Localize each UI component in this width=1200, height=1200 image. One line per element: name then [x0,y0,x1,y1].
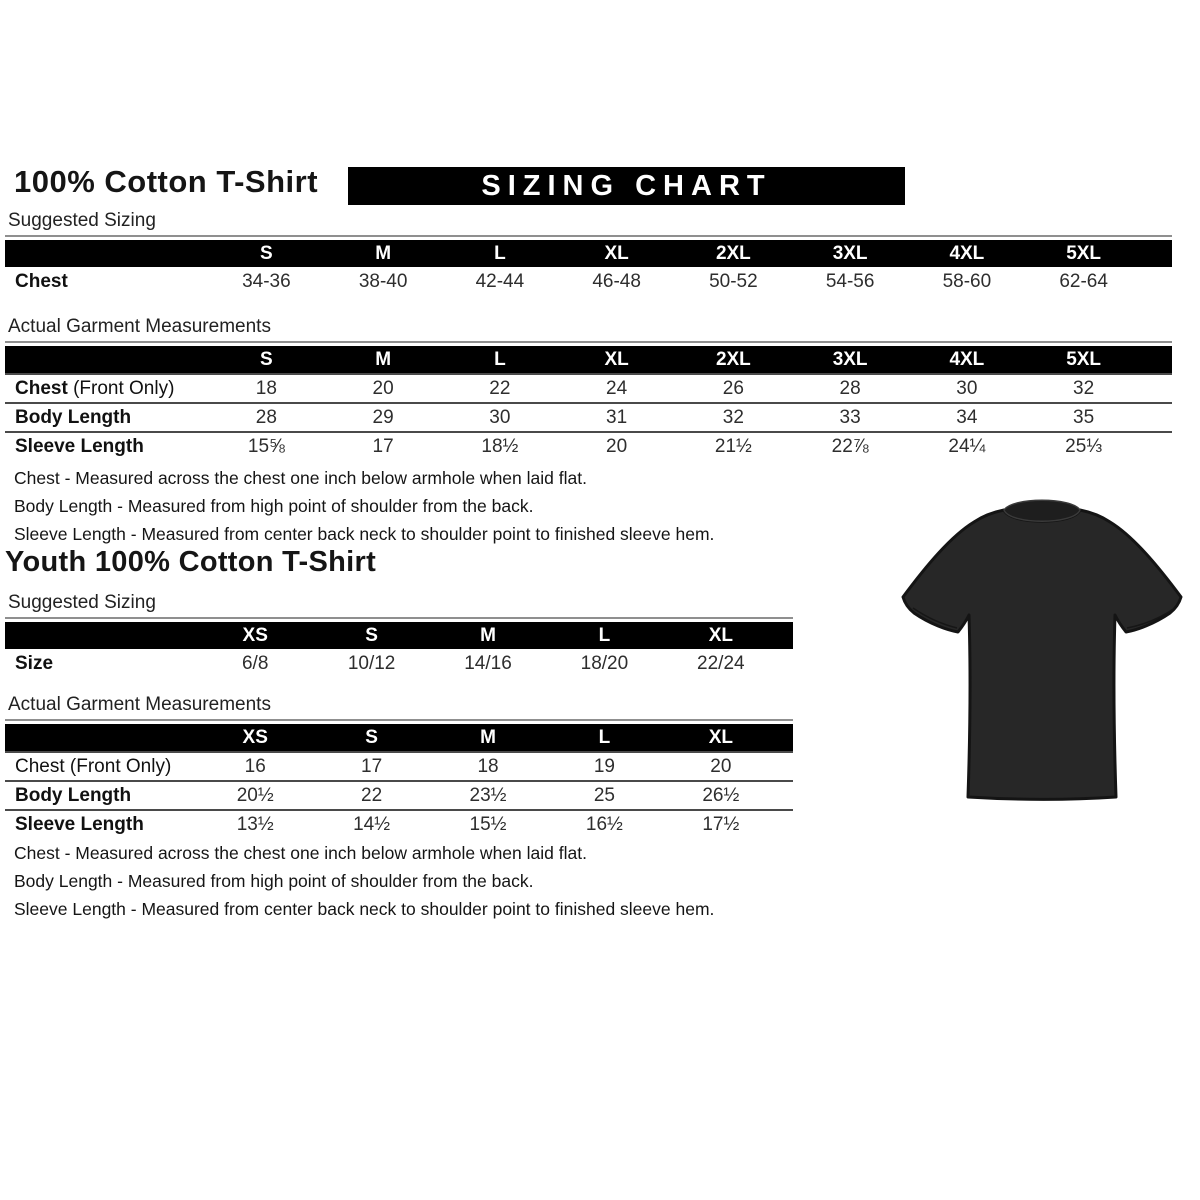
size-column-header: S [260,242,273,264]
size-column-header: L [494,242,506,264]
table-row [5,373,1172,402]
black-tshirt-image [888,478,1200,838]
row-label-text: Chest [15,377,68,399]
size-column-header: L [494,348,506,370]
youth-measurement-notes [14,839,714,923]
measurement-cell: 23½ [469,784,507,806]
size-column-header: XL [708,624,733,646]
size-column-header: S [365,726,378,748]
note-chest: Chest - Measured across the chest one inch below armhole when laid flat. [14,843,587,863]
measurement-cell: 18½ [481,435,519,457]
note-body-length: Body Length - Measured from high point of shoulder from the back. [14,496,534,516]
size-column-header: 3XL [832,348,868,370]
measurement-cell: 28 [255,406,277,428]
size-column-header: S [365,624,378,646]
suggested-sizing-label: Suggested Sizing [5,592,793,619]
measurement-cell: 26 [722,377,744,399]
measurement-cell: 24¼ [948,435,986,457]
row-label [5,271,208,293]
measurement-cell: 14/16 [464,652,512,674]
row-label [5,785,197,807]
note-chest: Chest - Measured across the chest one inch below armhole when laid flat. [14,468,587,488]
youth-suggested-table [5,622,793,678]
size-column-header: XS [242,624,268,646]
row-label [5,407,208,429]
note-sleeve-length: Sleeve Length - Measured from center back neck to shoulder point to finished sleeve hem. [14,524,715,544]
measurement-cell: 20½ [236,784,274,806]
measurement-cell: 25⅓ [1065,435,1103,457]
measurement-cell: 31 [606,406,628,428]
size-column-header: M [480,726,496,748]
row-label [5,436,208,458]
measurement-cell: 46-48 [592,270,641,292]
table-row [5,267,1172,296]
size-column-header: 4XL [949,242,985,264]
table-row [5,649,793,678]
measurement-cell: 30 [489,406,511,428]
size-column-header: 3XL [832,242,868,264]
measurement-cell: 50-52 [709,270,758,292]
row-label-text: Body Length [15,406,132,428]
size-column-header: M [375,348,392,370]
measurement-cell: 32 [722,406,744,428]
size-header-row [5,724,793,751]
row-label-suffix: (Front Only) [64,755,172,777]
row-label [5,814,197,836]
measurement-cell: 15⅝ [247,435,285,457]
row-label-text: Sleeve Length [15,813,144,835]
measurement-cell: 26½ [702,784,740,806]
measurement-cell: 19 [593,755,615,777]
size-column-header: XS [242,726,268,748]
measurement-cell: 62-64 [1059,270,1108,292]
row-label-text: Body Length [15,784,132,806]
size-header-row [5,622,793,649]
tshirt-body-shape [903,510,1181,799]
youth-suggested-section [5,592,793,678]
size-column-header: L [598,624,611,646]
adult-actual-section [5,316,1172,460]
measurement-cell: 17 [372,435,394,457]
size-column-header: XL [604,242,629,264]
adult-measurement-notes [14,464,714,548]
size-column-header: 2XL [715,242,751,264]
measurement-cell: 24 [606,377,628,399]
measurement-cell: 35 [1073,406,1095,428]
measurement-cell: 13½ [236,813,274,835]
measurement-cell: 32 [1073,377,1095,399]
size-header-row [5,240,1172,267]
actual-measurements-label: Actual Garment Measurements [5,694,793,721]
measurement-cell: 42-44 [475,270,525,292]
sizing-chart-banner: SIZING CHART [348,167,905,205]
measurement-cell: 6/8 [241,652,269,674]
measurement-cell: 16 [244,755,266,777]
tshirt-collar-shape [1004,500,1080,521]
size-column-header: 5XL [1066,242,1102,264]
youth-page-title: Youth 100% Cotton T-Shirt [5,546,377,578]
note-body-length: Body Length - Measured from high point of shoulder from the back. [14,871,534,891]
measurement-cell: 20 [606,435,628,457]
size-column-header: XL [604,348,629,370]
measurement-cell: 54-56 [825,270,875,292]
size-column-header: XL [708,726,733,748]
size-column-header: 4XL [949,348,985,370]
size-column-header: L [598,726,611,748]
measurement-cell: 28 [839,377,861,399]
measurement-cell: 25 [593,784,615,806]
youth-actual-table [5,724,793,838]
actual-measurements-label: Actual Garment Measurements [5,316,1172,343]
measurement-cell: 29 [372,406,394,428]
measurement-cell: 15½ [469,813,507,835]
size-column-header: M [480,624,496,646]
measurement-cell: 34 [956,406,978,428]
measurement-cell: 20 [710,755,732,777]
measurement-cell: 22 [361,784,383,806]
size-header-row [5,346,1172,373]
measurement-cell: 21½ [714,435,752,457]
measurement-cell: 22 [489,377,511,399]
table-row [5,751,793,780]
row-label-text: Sleeve Length [15,435,144,457]
measurement-cell: 20 [372,377,394,399]
size-column-header: S [260,348,273,370]
size-column-header: 5XL [1066,348,1102,370]
row-label-text: Chest [15,270,68,292]
size-column-header: M [375,242,392,264]
row-label [5,653,197,675]
table-row [5,809,793,838]
measurement-cell: 38-40 [358,270,408,292]
table-row [5,402,1172,431]
row-label-suffix: (Front Only) [67,377,175,399]
row-label [5,378,208,400]
measurement-cell: 17½ [702,813,740,835]
measurement-cell: 58-60 [942,270,992,292]
adult-actual-table [5,346,1172,460]
measurement-cell: 10/12 [347,652,396,674]
suggested-sizing-label: Suggested Sizing [5,210,1172,237]
size-column-header: 2XL [715,348,751,370]
measurement-cell: 33 [839,406,861,428]
measurement-cell: 18 [477,755,499,777]
measurement-cell: 16½ [585,813,623,835]
measurement-cell: 30 [956,377,978,399]
measurement-cell: 18/20 [580,652,629,674]
table-row [5,780,793,809]
youth-actual-section [5,694,793,838]
row-label-text: Size [15,652,54,674]
adult-suggested-section [5,210,1172,296]
measurement-cell: 14½ [353,813,391,835]
adult-suggested-table [5,240,1172,296]
table-row [5,431,1172,460]
measurement-cell: 17 [361,755,383,777]
page-title: 100% Cotton T-Shirt [14,164,319,199]
row-label-text: Chest [15,755,65,777]
row-label [5,756,197,778]
note-sleeve-length: Sleeve Length - Measured from center back neck to shoulder point to finished sleeve hem. [14,899,715,919]
measurement-cell: 34-36 [242,270,291,292]
measurement-cell: 22/24 [697,652,745,674]
measurement-cell: 18 [255,377,277,399]
measurement-cell: 22⅞ [831,435,869,457]
